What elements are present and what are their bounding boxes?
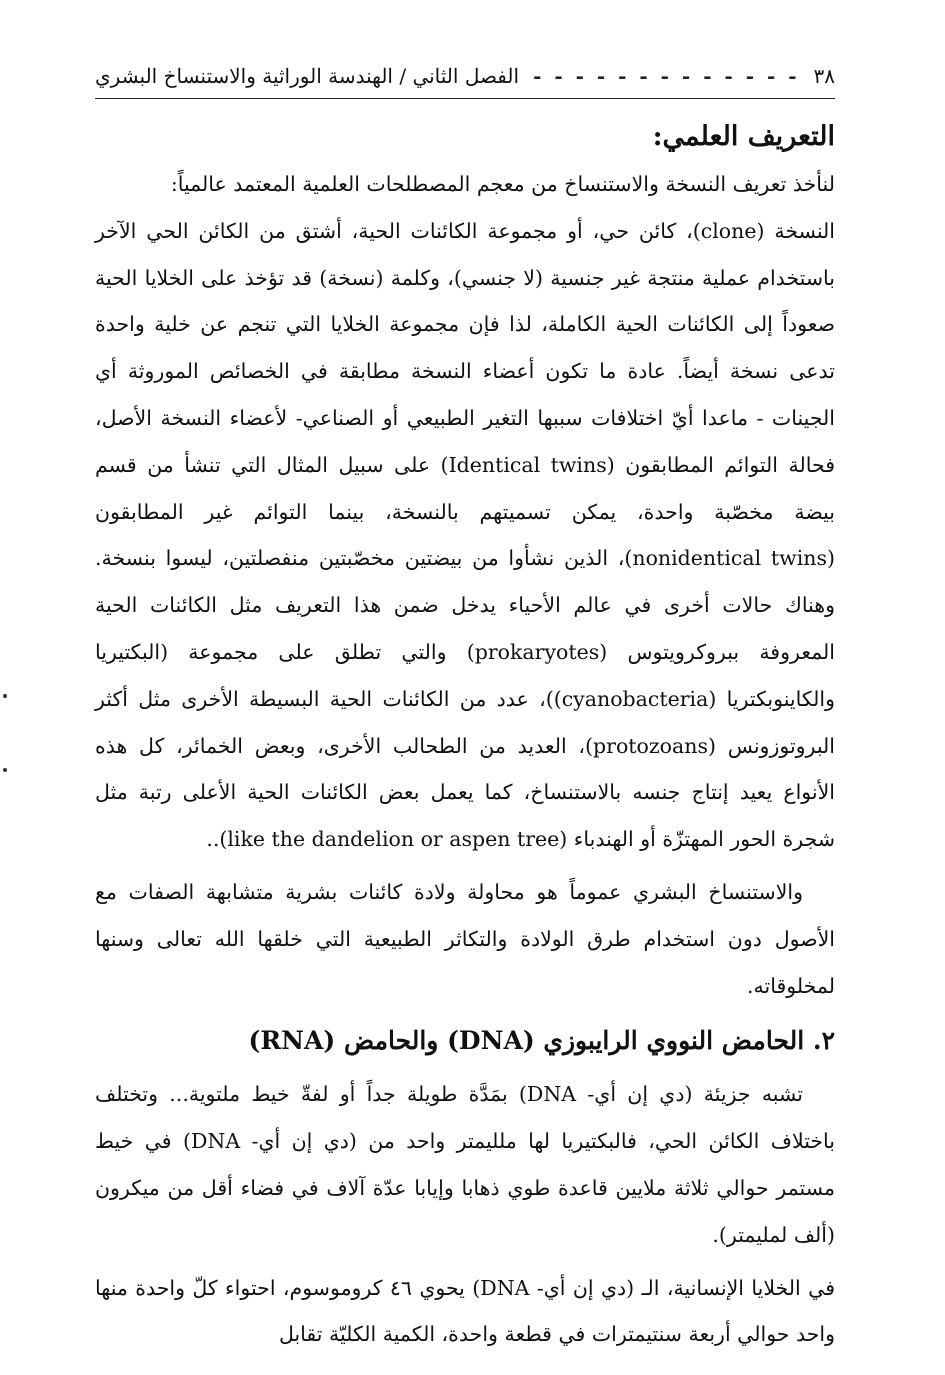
chapter-heading — [95, 60, 800, 92]
chapter-title: الفصل الثاني / الهندسة الوراثية والاستنساخ البشري — [95, 64, 520, 88]
book-page — [95, 60, 835, 1358]
margin-mark — [3, 694, 7, 698]
running-header — [95, 60, 835, 99]
header-dashes: - - - - - - - - - - - - - — [533, 64, 800, 88]
margin-mark — [3, 768, 7, 772]
paragraph: تشبه جزيئة (دي إن أي- DNA) بمَدَّة طويلة جداً أو لفةّ خيط ملتوية... وتختلف باختلاف الكائن الحي، فالبكتيريا لها ملليمتر واحد من (دي إن أي- DNA) في خيط مستمر حوالي ثلاثة ملايين قاعدة طوي ذهابا وإيابا عدّة آلاف في فضاء أقل من ميكرون (ألف لمليمتر). — [95, 1082, 836, 1247]
paragraph: لنأخذ تعريف النسخة والاستنساخ من معجم المصطلحات العلمية المعتمد عالمياً: — [170, 172, 835, 196]
section-heading-dna-rna: ٢. الحامض النووي الرايبوزي (DNA) والحامض (RNA) — [248, 1026, 835, 1056]
paragraph: في الخلايا الإنسانية، الـ (دي إن أي- DNA) يحوي ٤٦ كروموسوم، احتواء كلّ واحدة منها واحد حوالي أربعة سنتيمترات في قطعة واحدة، الكمية الكليّة تقابل — [95, 1275, 835, 1347]
page-number: ٣٨ — [813, 64, 835, 88]
paragraph: النسخة (clone)، كائن حي، أو مجموعة الكائنات الحية، أشتق من الكائن الحي الآخر باستخدام عملية منتجة غير جنسية (لا جنسي)، وكلمة (نسخة) قد تؤخذ على الخلايا الحية صعوداً إلى الكائنات الحية الكاملة، لذا فإن مجموعة الخلايا التي تنجم عن خلية واحدة تدعى نسخة أيضاً. عادة ما تكون أعضاء النسخة مطابقة في الخصائص الموروثة أي الجينات - ماعدا أيّ اختلافات سببها التغير الطبيعي أو الصناعي- لأعضاء النسخة الأصل، فحالة التوائم المطابقون (Identical twins) على سبيل المثال التي تنشأ من قسم بيضة مخصّبة واحدة، يمكن تسميتهم بالنسخة، بينما التوائم غير المطابقون (nonidentical twins)، الذين نشأوا من بيضتين مخصّبتين منفصلتين، ليسوا بنسخة. وهناك حالات أخرى في عالم الأحياء يدخل ضمن هذا التعريف مثل الكائنات الحية المعروفة ببروكرويتوس (prokaryotes) والتي تطلق على مجموعة (البكتيريا والكاينوبكتريا (cyanobacteria))، عدد من الكائنات الحية البسيطة الأخرى مثل أكثر البروتوزونس (protozoans)، العديد من الطحالب الأخرى، وبعض الخمائر، كل هذه الأنواع يعيد إنتاج جنسه بالاستنساخ، كما يعمل بعض الكائنات الحية الأعلى رتبة مثل شجرة الحور المهتزّة أو الهندباء (like the dandelion or aspen tree).. — [95, 218, 836, 852]
section-title-scientific-definition: التعريف العلمي: — [652, 121, 835, 152]
paragraph: والاستنساخ البشري عموماً هو محاولة ولادة كائنات بشرية متشابهة الصفات مع الأصول دون استخدام طرق الولادة والتكاثر الطبيعية التي خلقها الله تعالى وسنها لمخلوقاته. — [95, 879, 835, 998]
